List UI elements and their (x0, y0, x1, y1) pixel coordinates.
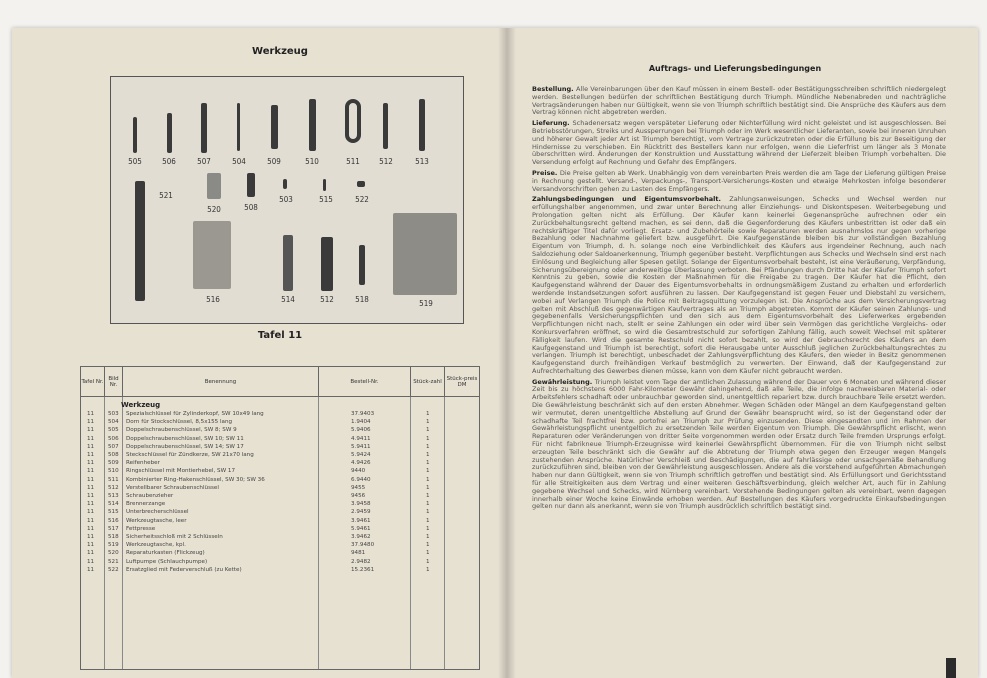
table-cell-tafel: 11 (87, 542, 95, 549)
screwdriver-icon (383, 103, 388, 149)
table-cell-bild: 522 (108, 566, 119, 573)
right-page (520, 28, 950, 678)
page-title-conditions: Auftrags- und Lieferungsbedingungen (648, 64, 822, 73)
table-cell-qty: 1 (426, 476, 430, 483)
table-cell-name: Werkzeugtasche, kpl. (126, 542, 186, 549)
left-page (62, 28, 498, 678)
table-cell-qty: 1 (426, 419, 430, 426)
condition-heading: Preise. (532, 168, 560, 177)
table-cell-order: 37.9403 (351, 411, 375, 417)
table-cell-order: 1.9404 (351, 419, 371, 426)
col-header-stueckpreis: Stück-preis DM (445, 367, 479, 397)
col-header-benennung: Benennung (123, 367, 319, 397)
condition-paragraph (532, 196, 946, 375)
table-row (81, 419, 479, 427)
table-cell-name: Ringschlüssel mit Montierhebel, SW 17 (126, 468, 235, 475)
table-cell-name: Unterbrecherschlüssel (126, 509, 189, 516)
small-part-icon (323, 179, 326, 191)
table-cell-order: 2.9482 (351, 558, 371, 565)
table-cell-qty: 1 (426, 542, 430, 549)
tool-number: 515 (319, 195, 333, 204)
table-cell-name: Kombinierter Ring-Hakenschlüssel, SW 30; SW 36 (126, 476, 265, 483)
table-cell-bild: 518 (108, 534, 119, 540)
table-cell-tafel: 11 (87, 550, 95, 557)
tool-bag-empty-icon (193, 221, 231, 289)
table-cell-name: Reifenheber (126, 460, 160, 467)
table-cell-name: Doppelschraubenschlüssel, SW 14; SW 17 (126, 443, 244, 450)
table-cell-name: Reparaturkasten (Flickzeug) (126, 550, 205, 557)
table-cell-bild: 506 (108, 435, 119, 442)
lock-icon (359, 245, 365, 285)
screwdriver-icon (419, 99, 425, 151)
col-header-bestellnr: Bestell-Nr. (319, 367, 411, 397)
tool-number: 514 (281, 295, 295, 304)
condition-heading: Gewährleistung. (532, 377, 595, 386)
table-cell-qty: 1 (426, 517, 430, 524)
table-cell-tafel: 11 (87, 525, 95, 532)
table-cell-order: 2.9459 (351, 509, 371, 516)
table-cell-bild: 517 (108, 525, 119, 532)
table-cell-qty: 1 (426, 443, 430, 450)
tool-number: 506 (162, 157, 176, 166)
table-row (81, 509, 479, 517)
tire-lever-icon (271, 105, 278, 149)
tool-number: 507 (197, 157, 211, 166)
table-cell-order: 37.9480 (351, 542, 375, 549)
table-cell-name: Doppelschraubenschlüssel, SW 10; SW 11 (126, 435, 244, 442)
table-cell-name: Verstellbarer Schraubenschlüssel (126, 484, 219, 491)
table-cell-tafel: 11 (87, 452, 95, 458)
table-cell-tafel: 11 (87, 534, 95, 540)
pin-icon (237, 103, 240, 151)
table-cell-bild: 513 (108, 493, 119, 499)
table-cell-order: 9455 (351, 484, 366, 491)
condition-text: Schadenersatz wegen verspäteter Lieferung oder Nichterfüllung wird nicht geleistet und ist ausgeschlossen. Bei Betriebsstörungen, Streiks und Aussperrungen bei Triumph oder im Werk wesentlicher Lieferanten, sowie bei inneren Unruhen und höherer Gewalt jeder Art ist Triumph berechtigt, vom Vertrage zurückzutreten oder die Erfüllung bis zur Beseitigung der Hindernisse zu verschieben. Ein Rücktritt des Bestellers kann nur erfolgen, wenn die Lieferfrist um länger als 3 Monate überschritten wird. Änderungen der Konstruktion und Ausstattung während der Lieferzeit bleiben Triumph vorbehalten. Die Versendung erfolgt auf Rechnung und Gefahr des Empfängers. (532, 119, 946, 167)
tool-number: 505 (128, 157, 142, 166)
table-cell-order: 15.2361 (351, 566, 375, 573)
table-cell-tafel: 11 (87, 558, 95, 565)
table-cell-qty: 1 (426, 468, 430, 475)
table-cell-bild: 508 (108, 452, 119, 458)
tool-number: 516 (206, 295, 220, 304)
small-part-icon (283, 179, 287, 189)
table-cell-tafel: 11 (87, 427, 95, 434)
tool-number: 519 (419, 299, 433, 308)
repair-kit-icon (207, 173, 221, 199)
table-cell-bild: 505 (108, 427, 119, 434)
condition-text: Alle Vereinbarungen über den Kauf müssen in einem Bestell- oder Bestätigungsschreiben schriftlich niedergelegt werden. Bestellungen bedürfen der schriftlichen Bestätigung durch Triumph. Mündliche Nebenabreden und nachträgliche Vertragsänderungen haben nur Gültigkeit, wenn sie von Triumph schriftlich bestätigt sind. Die Ansprüche des Käufers aus dem Vertrag können nicht abgetreten werden. (532, 85, 946, 117)
table-cell-tafel: 11 (87, 435, 95, 442)
table-row (81, 477, 479, 485)
table-cell-name: Luftpumpe (Schlauchpumpe) (126, 558, 208, 565)
table-cell-bild: 516 (108, 517, 119, 524)
table-cell-tafel: 11 (87, 460, 95, 467)
table-row (81, 559, 479, 567)
tool-number: 511 (346, 157, 360, 166)
table-cell-bild: 504 (108, 419, 119, 426)
tool-number: 518 (355, 295, 369, 304)
table-cell-order: 3.9462 (351, 534, 371, 540)
table-cell-name: Dorn für Stockschlüssel, 8,5x155 lang (126, 419, 233, 426)
table-cell-qty: 1 (426, 427, 430, 434)
ring-spanner-icon (309, 99, 316, 151)
table-cell-bild: 514 (108, 501, 119, 508)
tool-number: 522 (355, 195, 369, 204)
condition-heading: Zahlungsbedingungen und Eigentumsvorbehalt. (532, 195, 730, 204)
col-header-bild: Bild Nr. (105, 367, 123, 397)
condition-text: Triumph leistet vom Tage der amtlichen Zulassung während der Dauer von 6 Monaten und während dieser Zeit bis zu höchstens 6000 Fahr-Kilometer Gewähr dahingehend, daß alle Teile, die infolge nachweisbaren Material- oder Arbeitsfehlers schadhaft oder unbrauchbar geworden sind, unentgeltlich repariert bzw. durch brauchbare Teile ersetzt werden. Die Gewährleistung beschränkt sich auf den ersten Abnehmer. Wegen Schäden oder Mängel an dem Kaufgegenstand gelten wir vermutet, deren unentgeltliche Abstellung auf Grund der Gewähr beansprucht wird, so ist der Gegenstand oder der schadhafte Teil frachtfrei bzw. portofrei an Triumph zur Prüfung einzusenden. Diese eingesandten und im Rahmen der Gewährleistungspflicht unentgeltlich zu ersetzenden Teile werden Eigentum von Triumph. Die Gewährspflicht erlischt, wenn Reparaturen oder Veränderungen von dritter Seite vorgenommen werden oder Ersatz durch Teile fremden Ursprungs erfolgt. Für nicht fabrikneue Triumph-Erzeugnisse wird keinerlei Gewährspflicht übernommen. Für die von Triumph nicht selbst erzeugten Teile beschränkt sich die Gewähr auf die Abtretung der Triumph etwa gegen den Erzeuger wegen Mangels zustehenden Ansprüche. Natürlicher Verschleiß und Beschädigungen, die auf fahrlässige oder unsachgemäße Behandlung zurückzuführen sind, bleiben von der Gewährleistung ausgeschlossen. Andere als die vorstehend aufgeführten Abmachungen haben nur dann Gültigkeit, wenn sie von Triumph schriftlich getroffen und bestätigt sind. Als Erfüllungsort und Gerichtsstand für alle Streitigkeiten aus dem Vertrag und einer weiteren Geschäftsverbindung, gleich welcher Art, auch für in Zahlung gegebene Wechsel und Schecks, wird Nürnberg vereinbart. Vorstehende Bedingungen gelten als vereinbart, wenn dagegen innerhalb einer Woche keine Einwände erhoben werden. Auf Bestellungen des Käufers vorgedruckte Einkaufsbedingungen gelten nur dann als anerkannt, wenn sie von Triumph ausdrücklich schriftlich bestätigt sind. (532, 377, 946, 511)
table-cell-bild: 507 (108, 443, 119, 450)
col-header-stueckzahl: Stück-zahl (411, 367, 445, 397)
table-cell-name: Schraubenzieher (126, 493, 174, 499)
table-cell-name: Spezialschlüssel für Zylinderkopf, SW 10x49 lang (126, 411, 264, 417)
table-cell-qty: 1 (426, 484, 430, 491)
tool-number: 508 (244, 203, 258, 212)
condition-paragraph (532, 170, 946, 193)
wrench-icon (201, 103, 207, 153)
table-cell-qty: 1 (426, 566, 430, 573)
table-cell-bild: 512 (108, 484, 119, 491)
table-cell-order: 5.9411 (351, 443, 371, 450)
table-cell-order: 3.9461 (351, 517, 371, 524)
table-cell-name: Brennerzange (126, 501, 166, 508)
table-row (81, 485, 479, 493)
table-cell-tafel: 11 (87, 419, 95, 426)
tool-number: 521 (159, 191, 173, 200)
table-cell-name: Ersatzglied mit Federverschluß (zu Kette) (126, 566, 242, 573)
table-cell-tafel: 11 (87, 493, 95, 499)
table-row (81, 460, 479, 468)
table-cell-bild: 503 (108, 411, 119, 417)
table-cell-qty: 1 (426, 435, 430, 442)
table-cell-qty: 1 (426, 534, 430, 540)
wrench-icon (167, 113, 172, 153)
table-cell-order: 4.9411 (351, 435, 371, 442)
table-cell-bild: 520 (108, 550, 119, 557)
conditions-text (532, 86, 946, 514)
table-row (81, 501, 479, 509)
tool-number: 513 (415, 157, 429, 166)
condition-heading: Lieferung. (532, 119, 573, 128)
table-row (81, 493, 479, 501)
table-cell-order: 5.9461 (351, 525, 371, 532)
tool-number: 504 (232, 157, 246, 166)
bookmark-ribbon (946, 658, 956, 678)
table-cell-tafel: 11 (87, 517, 95, 524)
table-row (81, 452, 479, 460)
condition-heading: Bestellung. (532, 85, 577, 93)
table-cell-tafel: 11 (87, 509, 95, 516)
table-cell-tafel: 11 (87, 501, 95, 508)
table-cell-qty: 1 (426, 501, 430, 508)
booklet-spread (12, 28, 978, 678)
table-cell-bild: 521 (108, 558, 119, 565)
table-cell-tafel: 11 (87, 468, 95, 475)
table-cell-bild: 519 (108, 542, 119, 549)
adjustable-wrench-icon (321, 237, 333, 291)
tool-number: 512 (320, 295, 334, 304)
ring-hook-spanner-icon (345, 99, 361, 143)
condition-paragraph (532, 379, 946, 512)
table-row (81, 567, 479, 575)
book-spine (498, 28, 516, 678)
table-row (81, 542, 479, 550)
table-section-label: Werkzeug (121, 401, 161, 409)
table-cell-bild: 515 (108, 509, 119, 516)
table-cell-qty: 1 (426, 525, 430, 532)
table-cell-qty: 1 (426, 452, 430, 458)
table-cell-tafel: 11 (87, 411, 95, 417)
condition-text: Die Preise gelten ab Werk. Unabhängig von dem vereinbarten Preis werden die am Tage der Lieferung gültigen Preise in Rechnung gestellt. Versand-, Verpackungs-, Transport-Versicherungs-Kosten und etwaige Mehrkosten infolge besonderer Versandvorschriften gehen zu Lasten des Empfängers. (532, 168, 946, 193)
table-cell-order: 6.9440 (351, 476, 371, 483)
table-cell-name: Fettpresse (126, 525, 156, 532)
table-row (81, 534, 479, 542)
table-cell-tafel: 11 (87, 484, 95, 491)
table-cell-name: Sicherheitsschloß mit 2 Schlüsseln (126, 534, 223, 540)
table-cell-tafel: 11 (87, 443, 95, 450)
table-row (81, 468, 479, 476)
tool-number: 512 (379, 157, 393, 166)
wrench-icon (133, 117, 137, 153)
condition-paragraph (532, 86, 946, 117)
condition-text: Zahlungsanweisungen, Schecks und Wechsel werden nur erfüllungshalber angenommen, und zwar unter Berechnung aller Einziehungs- und Diskontspesen. Weiterbegebung und Prolongation gelten nicht als Erfüllung. Der Käufer kann keinerlei Gegenansprüche aufrechnen oder ein Zurückbehaltungsrecht geltend machen, es sei denn, daß die Gegenforderung des Käufers unbestritten ist oder daß ein rechtskräftiger Titel dafür vorliegt. Ersatz- und Zubehörteile sowie Reparaturen werden ausnahmslos nur gegen vorherige Bezahlung oder Nachnahme geliefert bzw. ausgeführt. Die Kaufgegenstände bleiben bis zur vollständigen Bezahlung Eigentum von Triumph, d. h. solange noch eine Verbindlichkeit des Käufers aus irgendeiner Rechnung, auch nach Saldoziehung oder Saldoanerkennung, Triumph gegenüber besteht. Verpflichtungen aus Schecks und Wechseln sind erst nach Einlösung und Begleichung aller Spesen getilgt. Solange der Eigentumsvorbehalt besteht, ist eine Veräußerung, Verpfändung, Sicherungsübereignung oder anderweitige Überlassung verboten. Bei Pfändungen durch Dritte hat der Käufer Triumph sofort Kenntnis zu geben, sowie die Kosten der Maßnahmen für die Freigabe zu tragen. Der Käufer hat die Pflicht, den Kaufgegenstand während der Dauer des Eigentumsvorbehalts in ordnungsmäßigem Zustand zu erhalten und erforderlich werdende Instandsetzungen sofort ausführen zu lassen. Der Kaufgegenstand ist gegen Feuer und Diebstahl zu versichern, wobei auf Verlangen Triumph die Police mit Beitragsquittung vorzulegen ist. Die Ansprüche aus dem Versicherungsvertrag gelten mit Abschluß des gegenwärtigen Kaufvertrages als an Triumph abgetreten. Kommt der Käufer seinen Zahlungs- und gegebenenfalls Versicherungspflichten und den sich aus dem Eigentumsvorbehalt des Lieferwerkes ergebenden Verpflichtungen nicht nach, stellt er seine Zahlungen ein oder wird über sein Vermögen das gerichtliche Vergleichs- oder Konkursverfahren eröffnet, so wird die Gesamtrestschuld zur sofortigen Zahlung fällig, auch soweit Wechsel mit späterer Fälligkeit laufen. Wird die gesamte Restschuld nicht sofort bezahlt, so wird der Gebrauchsrecht des Käufers an dem Kaufgegenstand und Triumph ist berechtigt, sofort die Herausgabe unter Ausschluß jeglichen Zurückbehaltungsrechtes zu verlangen. Triumph ist berechtigt, unbeschadet der Zahlungsverpflichtung des Käufers, den wieder in Besitz genommenen Kaufgegenstand durch freihändigen Verkauf bestmöglich zu verwerten. Der Einwand, daß der Kaufgegenstand zur Aufrechterhaltung des Gewerbes dienen müsse, kann von dem Käufer nicht gebraucht werden. (532, 195, 946, 375)
tools-illustration (110, 76, 464, 324)
table-row (81, 436, 479, 444)
condition-paragraph (532, 120, 946, 167)
table-row (81, 411, 479, 419)
table-cell-qty: 1 (426, 460, 430, 467)
table-cell-tafel: 11 (87, 476, 95, 483)
table-row (81, 526, 479, 534)
air-pump-icon (135, 181, 145, 301)
table-cell-qty: 1 (426, 550, 430, 557)
table-cell-name: Doppelschraubenschlüssel, SW 8; SW 9 (126, 427, 237, 434)
table-cell-order: 5.9424 (351, 452, 371, 458)
figure-caption: Tafel 11 (257, 330, 303, 341)
parts-table (80, 366, 480, 670)
table-cell-tafel: 11 (87, 566, 95, 573)
tool-number: 509 (267, 157, 281, 166)
table-cell-order: 4.9426 (351, 460, 371, 467)
tool-bag-full-icon (393, 213, 457, 295)
table-cell-bild: 509 (108, 460, 119, 467)
table-cell-name: Werkzeugtasche, leer (126, 517, 187, 524)
tool-number: 503 (279, 195, 293, 204)
table-row (81, 427, 479, 435)
tool-number: 510 (305, 157, 319, 166)
table-cell-order: 3.9458 (351, 501, 371, 508)
tool-number: 520 (207, 205, 221, 214)
table-cell-qty: 1 (426, 411, 430, 417)
table-cell-qty: 1 (426, 509, 430, 516)
table-cell-qty: 1 (426, 493, 430, 499)
pliers-icon (283, 235, 293, 291)
chain-link-icon (357, 181, 365, 187)
table-row (81, 550, 479, 558)
table-row (81, 444, 479, 452)
col-header-tafel: Tafel Nr. (81, 367, 105, 397)
table-cell-name: Steckschlüssel für Zündkerze, SW 21x70 lang (126, 452, 254, 458)
table-cell-order: 9481 (351, 550, 366, 557)
page-title-werkzeug: Werkzeug (252, 46, 308, 57)
table-cell-order: 9456 (351, 493, 366, 499)
table-cell-order: 5.9406 (351, 427, 371, 434)
table-row (81, 518, 479, 526)
table-cell-qty: 1 (426, 558, 430, 565)
spark-plug-wrench-icon (247, 173, 255, 197)
table-cell-bild: 511 (108, 476, 119, 483)
table-cell-bild: 510 (108, 468, 119, 475)
table-cell-order: 9440 (351, 468, 366, 475)
